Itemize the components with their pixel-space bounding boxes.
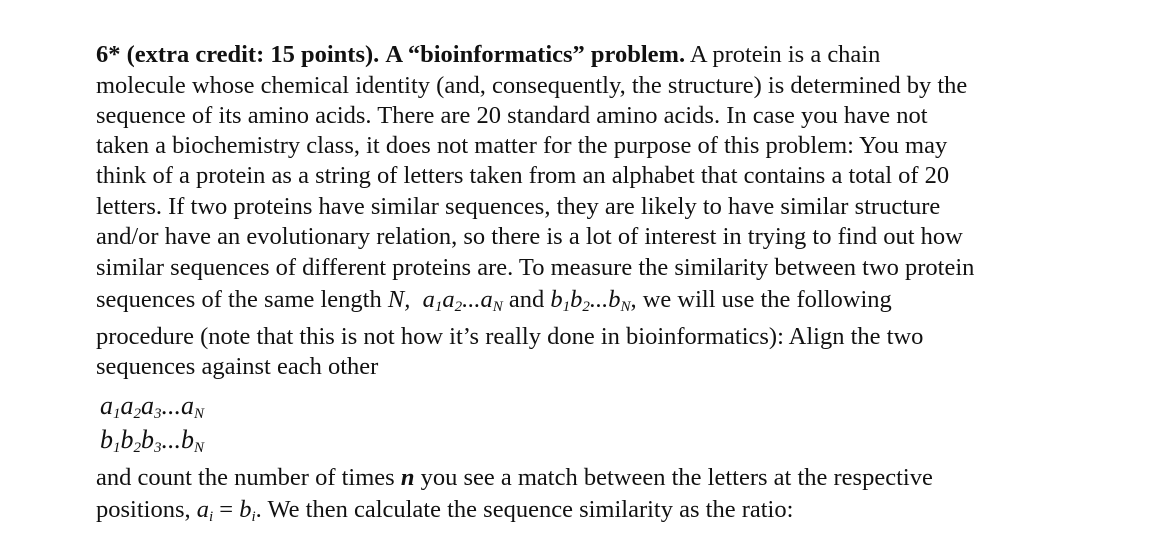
paragraph-line-6: letters. If two proteins have similar sequences, they are likely to have similar structure	[96, 193, 941, 220]
paragraph-line-5: think of a protein as a string of letters taken from an alphabet that contains a total of 20	[96, 162, 950, 189]
problem-number-label: 6* (extra credit: 15 points).	[96, 41, 380, 68]
paragraph-line-2: molecule whose chemical identity (and, consequently, the structure) is determined by the	[96, 72, 968, 99]
line15-suffix: . We then calculate the sequence similarity as the ratio:	[255, 496, 794, 523]
sequence-b-display: $b_1b_2b_3...b_N$	[100, 425, 205, 456]
line14-suffix: you see a match between the letters at the respective	[414, 464, 933, 491]
line14-prefix: and count the number of times	[96, 464, 401, 491]
paragraph-line-15	[96, 495, 793, 525]
paragraph-line-8: similar sequences of different proteins are. To measure the similarity between two protein	[96, 254, 975, 281]
paragraph-line-3: sequence of its amino acids. There are 20 standard amino acids. In case you have not	[96, 102, 928, 129]
line9-suffix: , we will use the following	[630, 286, 892, 313]
line9-prefix: sequences of the same length	[96, 286, 388, 313]
line9-and: and	[502, 286, 551, 313]
inline-seq-a: $a_1a_2...a_N$	[422, 286, 503, 315]
paragraph-line-7: and/or have an evolutionary relation, so there is a lot of interest in trying to find out how	[96, 223, 963, 250]
paragraph-line-9	[96, 285, 892, 315]
match-equation: $a_i = b_i$	[196, 496, 256, 525]
line15-prefix: positions,	[96, 496, 197, 523]
sequence-a-display: $a_1a_2a_3...a_N$	[100, 391, 205, 422]
match-count-n: n	[400, 464, 415, 491]
paragraph-line-11: sequences against each other	[96, 353, 379, 380]
length-N: N,	[387, 286, 411, 313]
paragraph-line-14	[96, 463, 933, 493]
inline-seq-b: $b_1b_2...b_N$	[550, 286, 631, 315]
paragraph-line-10: procedure (note that this is not how it’s really done in bioinformatics): Align the two	[96, 323, 924, 350]
paragraph-line-4: taken a biochemistry class, it does not matter for the purpose of this problem: You may	[96, 132, 948, 159]
line1-rest: A protein is a chain	[689, 41, 881, 68]
problem-title: A “bioinformatics” problem.	[385, 41, 686, 68]
paragraph-line-1	[96, 40, 880, 70]
